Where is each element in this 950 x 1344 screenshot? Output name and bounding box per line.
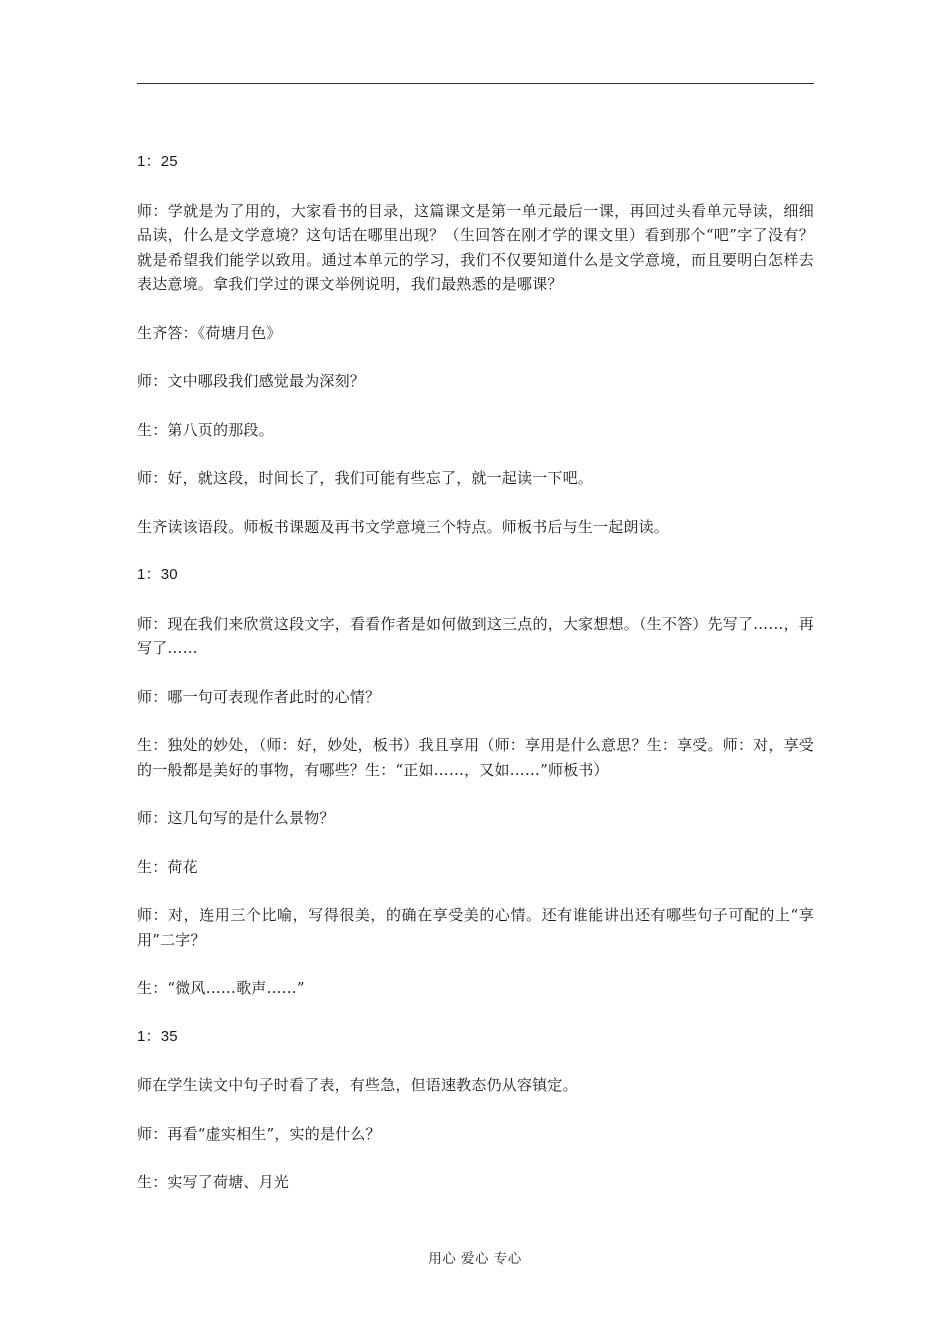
timestamp-paragraph: 1：25: [137, 153, 178, 170]
text-paragraph: 生齐读该语段。师板书课题及再书文学意境三个特点。师板书后与生一起朗读。: [137, 517, 670, 536]
text-paragraph: 师：文中哪段我们感觉最为深刻？: [137, 372, 366, 390]
text-paragraph: 师：再看“虚实相生”，实的是什么？: [137, 1124, 381, 1143]
text-paragraph: 生：荷花: [137, 857, 198, 876]
text-paragraph: 生：“微风……歌声……”: [137, 979, 305, 997]
text-paragraph: 师：对，连用三个比喻，写得很美，的确在享受美的心情。还有谁能讲出还有哪些句子可配的上“享用”二字？: [137, 906, 814, 949]
text-paragraph: 师：这几句写的是什么景物？: [137, 809, 335, 827]
text-paragraph: 师：好，就这段，时间长了，我们可能有些忘了，就一起读一下吧。: [137, 469, 594, 487]
text-paragraph: 生：实写了荷塘、月光: [137, 1173, 290, 1191]
text-paragraph: 生齐答：《荷塘月色》: [137, 323, 282, 342]
text-paragraph: 师：学就是为了用的，大家看书的目录，这篇课文是第一单元最后一课，再回过头看单元导读，细细品读，什么是文学意境？这句话在哪里出现？（生回答在刚才学的课文里）看到那个“吧”字了没有？就是希望我们能学以致用。通过本单元的学习，我们不仅要知道什么是文学意境，而且要明白怎样去表达意境。拿我们学过的课文举例说明，我们最熟悉的是哪课？: [137, 201, 814, 293]
text-paragraph: 师在学生读文中句子时看了表，有些急，但语速教态仍从容镇定。: [137, 1076, 578, 1094]
text-paragraph: 生：第八页的那段。: [137, 420, 274, 439]
timestamp-paragraph: 1：35: [137, 1027, 178, 1045]
text-paragraph: 师：哪一句可表现作者此时的心情？: [137, 687, 381, 706]
timestamp-paragraph: 1：30: [137, 566, 178, 583]
document-body: [137, 150, 814, 1219]
page-footer: 用心 爱心 专心: [428, 1251, 522, 1267]
header-rule: [137, 83, 814, 84]
text-paragraph: 生：独处的妙处，（师：好，妙处，板书）我且享用（师：享用是什么意思？生：享受。师：对，享受的一般都是美好的事物，有哪些？生：“正如……，又如……”师板书）: [137, 736, 814, 779]
text-paragraph: 师：现在我们来欣赏这段文字，看看作者是如何做到这三点的，大家想想。（生不答）先写了……，再写了……: [137, 614, 814, 657]
